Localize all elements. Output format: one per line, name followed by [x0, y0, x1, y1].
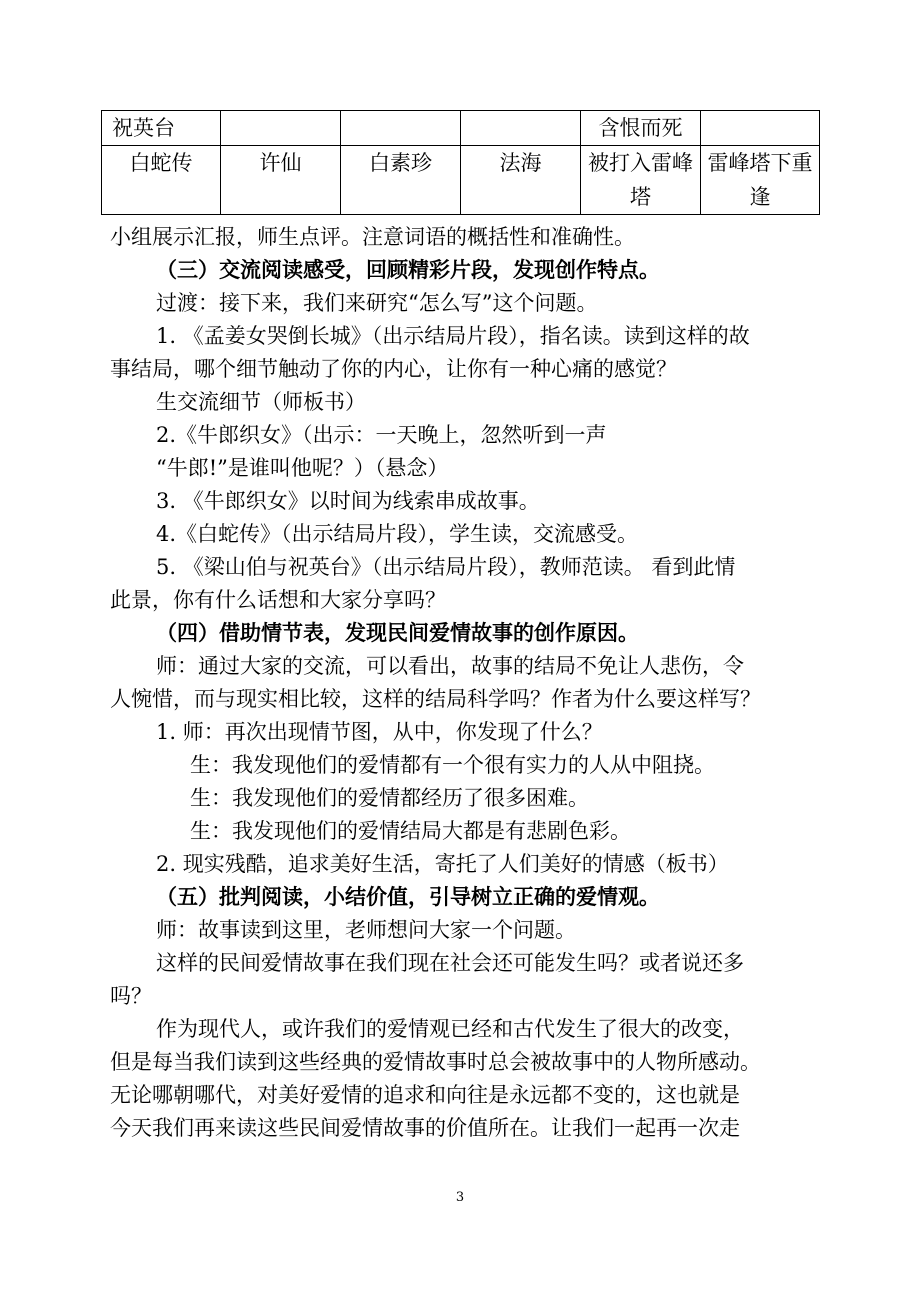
body-line: 今天我们再来读这些民间爱情故事的价值所在。让我们一起再一次走 — [110, 1116, 740, 1140]
body-line: 生：我发现他们的爱情结局大都是有悲剧色彩。 — [190, 819, 631, 843]
body-line: 吗？ — [110, 984, 152, 1008]
section-heading: （四）借助情节表，发现民间爱情故事的创作原因。 — [156, 620, 639, 645]
table-cell — [341, 111, 461, 146]
table-cell: 许仙 — [221, 146, 341, 215]
body-line: 无论哪朝哪代，对美好爱情的追求和向往是永远都不变的，这也就是 — [110, 1083, 740, 1107]
body-line: 1. 《孟姜女哭倒长城》（出示结局片段），指名读。读到这样的故 — [156, 324, 750, 348]
table-cell: 白蛇传 — [102, 146, 221, 215]
story-table — [101, 110, 820, 215]
page-number: 3 — [455, 1190, 465, 1205]
table-cell: 被打入雷峰塔 — [581, 146, 701, 215]
table-cell: 法海 — [461, 146, 581, 215]
section-heading: （三）交流阅读感受，回顾精彩片段，发现创作特点。 — [156, 257, 660, 282]
section-heading: （五）批判阅读，小结价值，引导树立正确的爱情观。 — [156, 884, 660, 909]
body-line: 但是每当我们读到这些经典的爱情故事时总会被故事中的人物所感动。 — [110, 1050, 761, 1074]
body-line: 师：故事读到这里，老师想问大家一个问题。 — [156, 918, 576, 942]
body-line: 2.《牛郎织女》（出示：一天晚上，忽然听到一声 — [156, 423, 607, 447]
body-line: 小组展示汇报，师生点评。注意词语的概括性和准确性。 — [110, 225, 635, 249]
body-line: 事结局，哪个细节触动了你的内心，让你有一种心痛的感觉？ — [110, 357, 677, 381]
body-line: 3. 《牛郎织女》以时间为线索串成故事。 — [156, 489, 540, 513]
body-line: 师：通过大家的交流，可以看出，故事的结局不免让人悲伤，令 — [156, 654, 744, 678]
table-row — [102, 111, 820, 146]
body-line: 生：我发现他们的爱情都经历了很多困难。 — [190, 786, 589, 810]
body-line: 生：我发现他们的爱情都有一个很有实力的人从中阻挠。 — [190, 753, 715, 777]
body-line: 4.《白蛇传》（出示结局片段），学生读，交流感受。 — [156, 522, 639, 546]
body-line: 生交流细节（师板书） — [156, 390, 366, 414]
table-cell — [701, 111, 820, 146]
table-cell — [221, 111, 341, 146]
body-line: 人惋惜，而与现实相比较，这样的结局科学吗？作者为什么要这样写？ — [110, 687, 761, 711]
body-line: “牛郎!”是谁叫他呢？）（悬念） — [156, 456, 449, 480]
body-line: 过渡：接下来，我们来研究“怎么写”这个问题。 — [156, 291, 598, 315]
body-line: 这样的民间爱情故事在我们现在社会还可能发生吗？或者说还多 — [156, 951, 744, 975]
body-line: 1. 师：再次出现情节图，从中，你发现了什么？ — [156, 720, 603, 744]
table-cell: 含恨而死 — [581, 111, 701, 146]
table-cell — [461, 111, 581, 146]
table-cell: 雷峰塔下重逢 — [701, 146, 820, 215]
body-line: 2. 现实残酷，追求美好生活，寄托了人们美好的情感（板书） — [156, 852, 729, 876]
body-line: 5. 《梁山伯与祝英台》（出示结局片段），教师范读。 看到此情 — [156, 555, 736, 579]
body-line: 此景，你有什么话想和大家分享吗？ — [110, 588, 446, 612]
body-line: 作为现代人，或许我们的爱情观已经和古代发生了很大的改变， — [156, 1017, 744, 1041]
table-cell: 祝英台 — [102, 111, 221, 146]
table-cell: 白素珍 — [341, 146, 461, 215]
table-row — [102, 146, 820, 215]
